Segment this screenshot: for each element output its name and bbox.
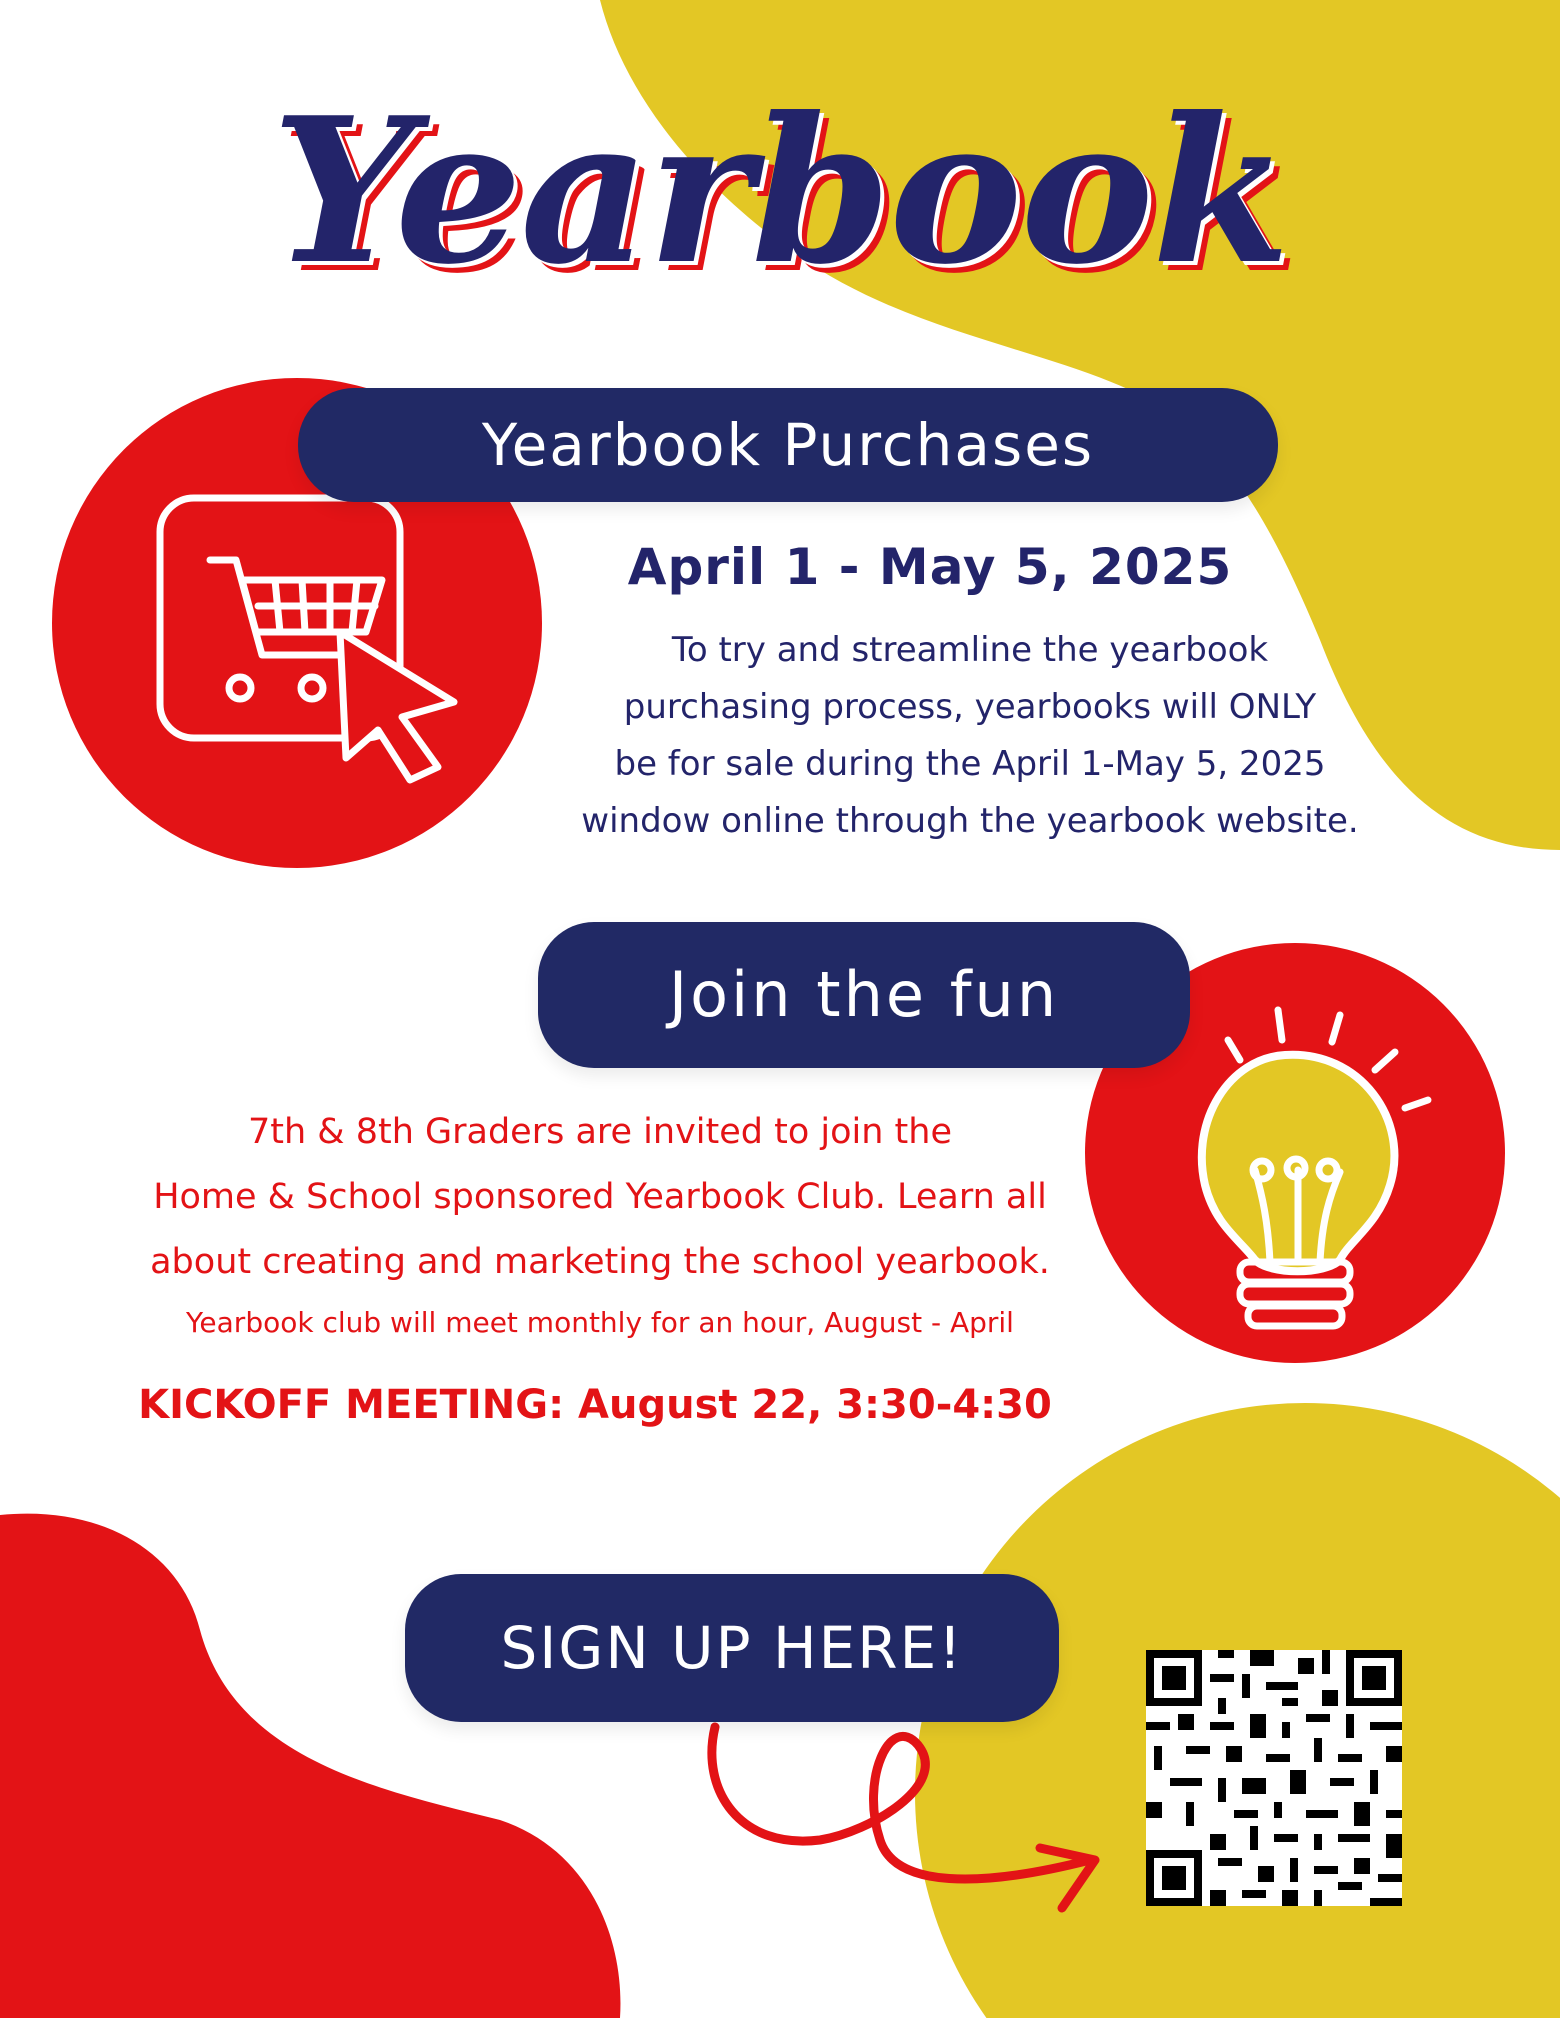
- page-title: Yearbook: [271, 74, 1289, 309]
- sign-up-button[interactable]: SIGN UP HERE!: [405, 1574, 1059, 1722]
- meeting-schedule: Yearbook club will meet monthly for an hour, August - April: [186, 1306, 1014, 1339]
- join-line: about creating and marketing the school yearbook.: [150, 1242, 1050, 1282]
- purchase-line: be for sale during the April 1-May 5, 2025: [614, 744, 1326, 784]
- purchase-line: To try and streamline the yearbook: [671, 630, 1269, 670]
- qr-code-icon: [1146, 1650, 1402, 1906]
- yearbook-purchases-banner: Yearbook Purchases: [298, 388, 1278, 502]
- join-line: Home & School sponsored Yearbook Club. Learn all: [153, 1177, 1047, 1217]
- join-the-fun-banner: Join the fun: [538, 922, 1190, 1068]
- purchase-line: window online through the yearbook website.: [581, 801, 1359, 841]
- join-line: 7th & 8th Graders are invited to join the: [247, 1112, 953, 1152]
- kickoff-meeting: KICKOFF MEETING: August 22, 3:30-4:30: [138, 1382, 1052, 1428]
- purchase-description: [520, 622, 1420, 850]
- join-description: [80, 1100, 1120, 1351]
- purchase-line: purchasing process, yearbooks will ONLY: [623, 687, 1317, 727]
- purchase-dates: April 1 - May 5, 2025: [627, 538, 1233, 596]
